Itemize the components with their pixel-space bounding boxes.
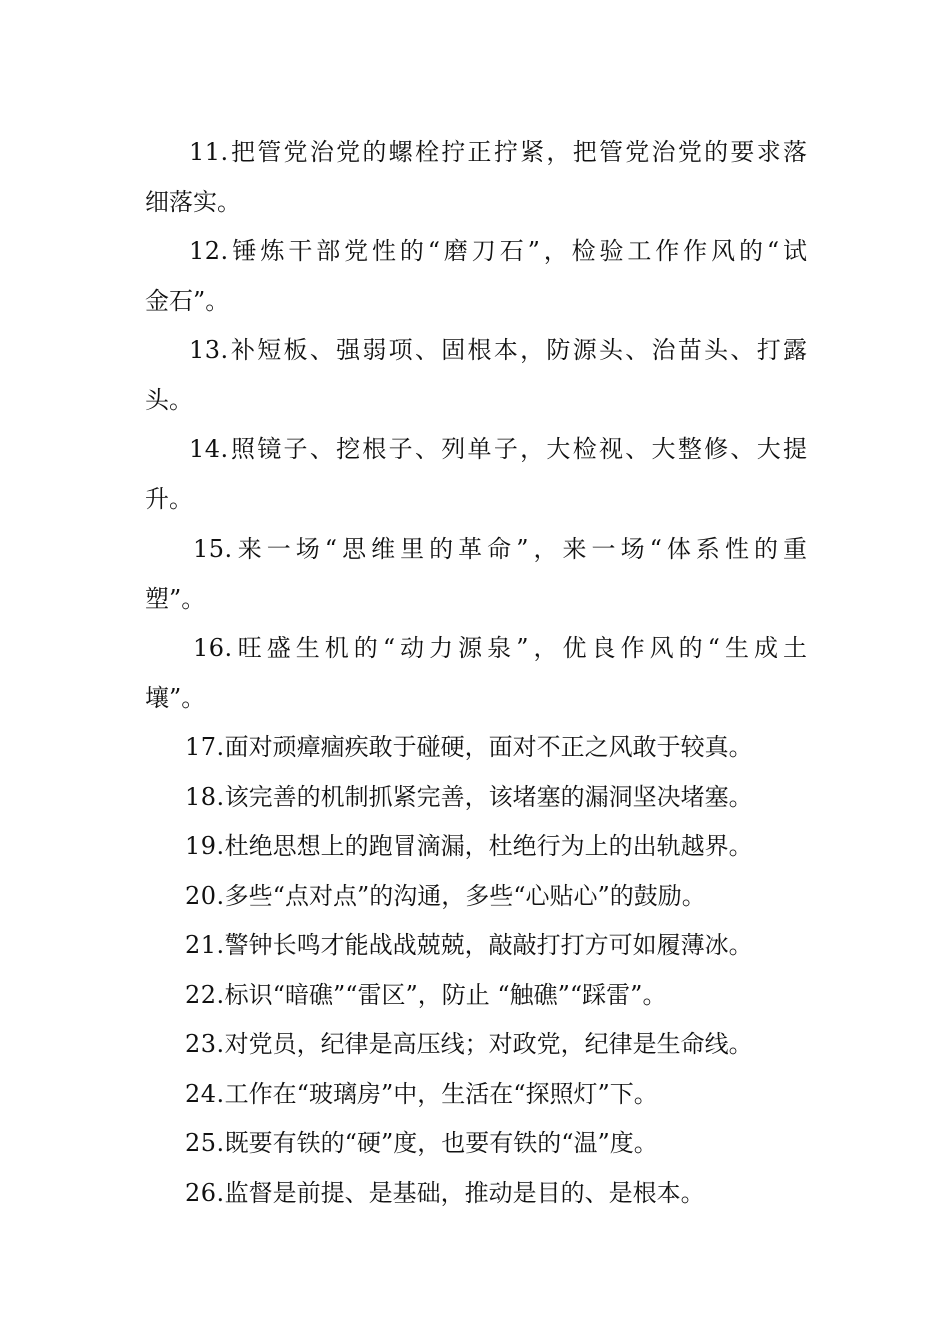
item-text: 既要有铁的“硬”度，也要有铁的“温”度。 — [224, 1129, 658, 1157]
item-number: 17. — [185, 733, 225, 761]
item-text-continuation: 金石”。 — [145, 287, 230, 315]
item-text: 旺盛生机的“动力源泉”，优良作风的“生成土 — [232, 634, 807, 662]
list-item — [145, 623, 807, 723]
item-number: 18. — [185, 783, 225, 811]
item-text-continuation: 头。 — [145, 386, 193, 414]
item-text: 监督是前提、是基础，推动是目的、是根本。 — [224, 1179, 705, 1207]
item-text: 补短板、强弱项、固根本，防源头、治苗头、打露 — [228, 336, 807, 364]
list-item — [145, 970, 847, 1020]
item-text-continuation: 细落实。 — [145, 188, 241, 216]
list-item — [145, 325, 807, 425]
item-text-continuation: 塑”。 — [145, 585, 206, 613]
item-text: 来一场“思维里的革命”，来一场“体系性的重 — [232, 535, 807, 563]
list-item — [145, 722, 847, 772]
item-text: 该完善的机制抓紧完善，该堵塞的漏洞坚决堵塞。 — [224, 783, 753, 811]
item-text-continuation: 升。 — [145, 485, 193, 513]
item-number: 16. — [193, 634, 233, 662]
item-number: 14. — [189, 435, 229, 463]
list-item — [145, 871, 847, 921]
item-number: 12. — [189, 237, 229, 265]
item-number: 23. — [185, 1030, 225, 1058]
item-text: 多些“点对点”的沟通，多些“心贴心”的鼓励。 — [224, 882, 706, 910]
item-text: 对党员，纪律是高压线；对政党，纪律是生命线。 — [224, 1030, 753, 1058]
item-number: 20. — [185, 882, 225, 910]
item-text: 警钟长鸣才能战战兢兢，敲敲打打方可如履薄冰。 — [224, 931, 753, 959]
item-number: 24. — [185, 1080, 225, 1108]
item-text-continuation: 壤”。 — [145, 684, 206, 712]
item-text: 标识“暗礁”“雷区”，防止 “触礁”“踩雷”。 — [224, 981, 667, 1009]
item-text: 杜绝思想上的跑冒滴漏，杜绝行为上的出轨越界。 — [224, 832, 753, 860]
list-item — [145, 1069, 847, 1119]
item-number: 13. — [189, 336, 229, 364]
list-item — [145, 920, 847, 970]
item-text: 锤炼干部党性的“磨刀石”，检验工作作风的“试 — [228, 237, 807, 265]
list-item — [145, 1168, 847, 1218]
item-text: 工作在“玻璃房”中，生活在“探照灯”下。 — [224, 1080, 658, 1108]
list-item — [145, 821, 847, 871]
item-number: 26. — [185, 1179, 225, 1207]
list-item — [145, 1019, 847, 1069]
item-number: 22. — [185, 981, 225, 1009]
item-number: 21. — [185, 931, 225, 959]
list-item — [145, 772, 847, 822]
item-number: 15. — [193, 535, 233, 563]
item-number: 25. — [185, 1129, 225, 1157]
list-item — [145, 524, 807, 624]
list-item — [145, 1118, 847, 1168]
item-number: 11. — [189, 138, 229, 166]
item-text: 照镜子、挖根子、列单子，大检视、大整修、大提 — [228, 435, 807, 463]
list-item — [145, 424, 807, 524]
list-item — [145, 127, 807, 227]
item-text: 把管党治党的螺栓拧正拧紧，把管党治党的要求落 — [228, 138, 807, 166]
item-number: 19. — [185, 832, 225, 860]
item-text: 面对顽瘴痼疾敢于碰硬，面对不正之风敢于较真。 — [224, 733, 753, 761]
list-item — [145, 226, 807, 326]
